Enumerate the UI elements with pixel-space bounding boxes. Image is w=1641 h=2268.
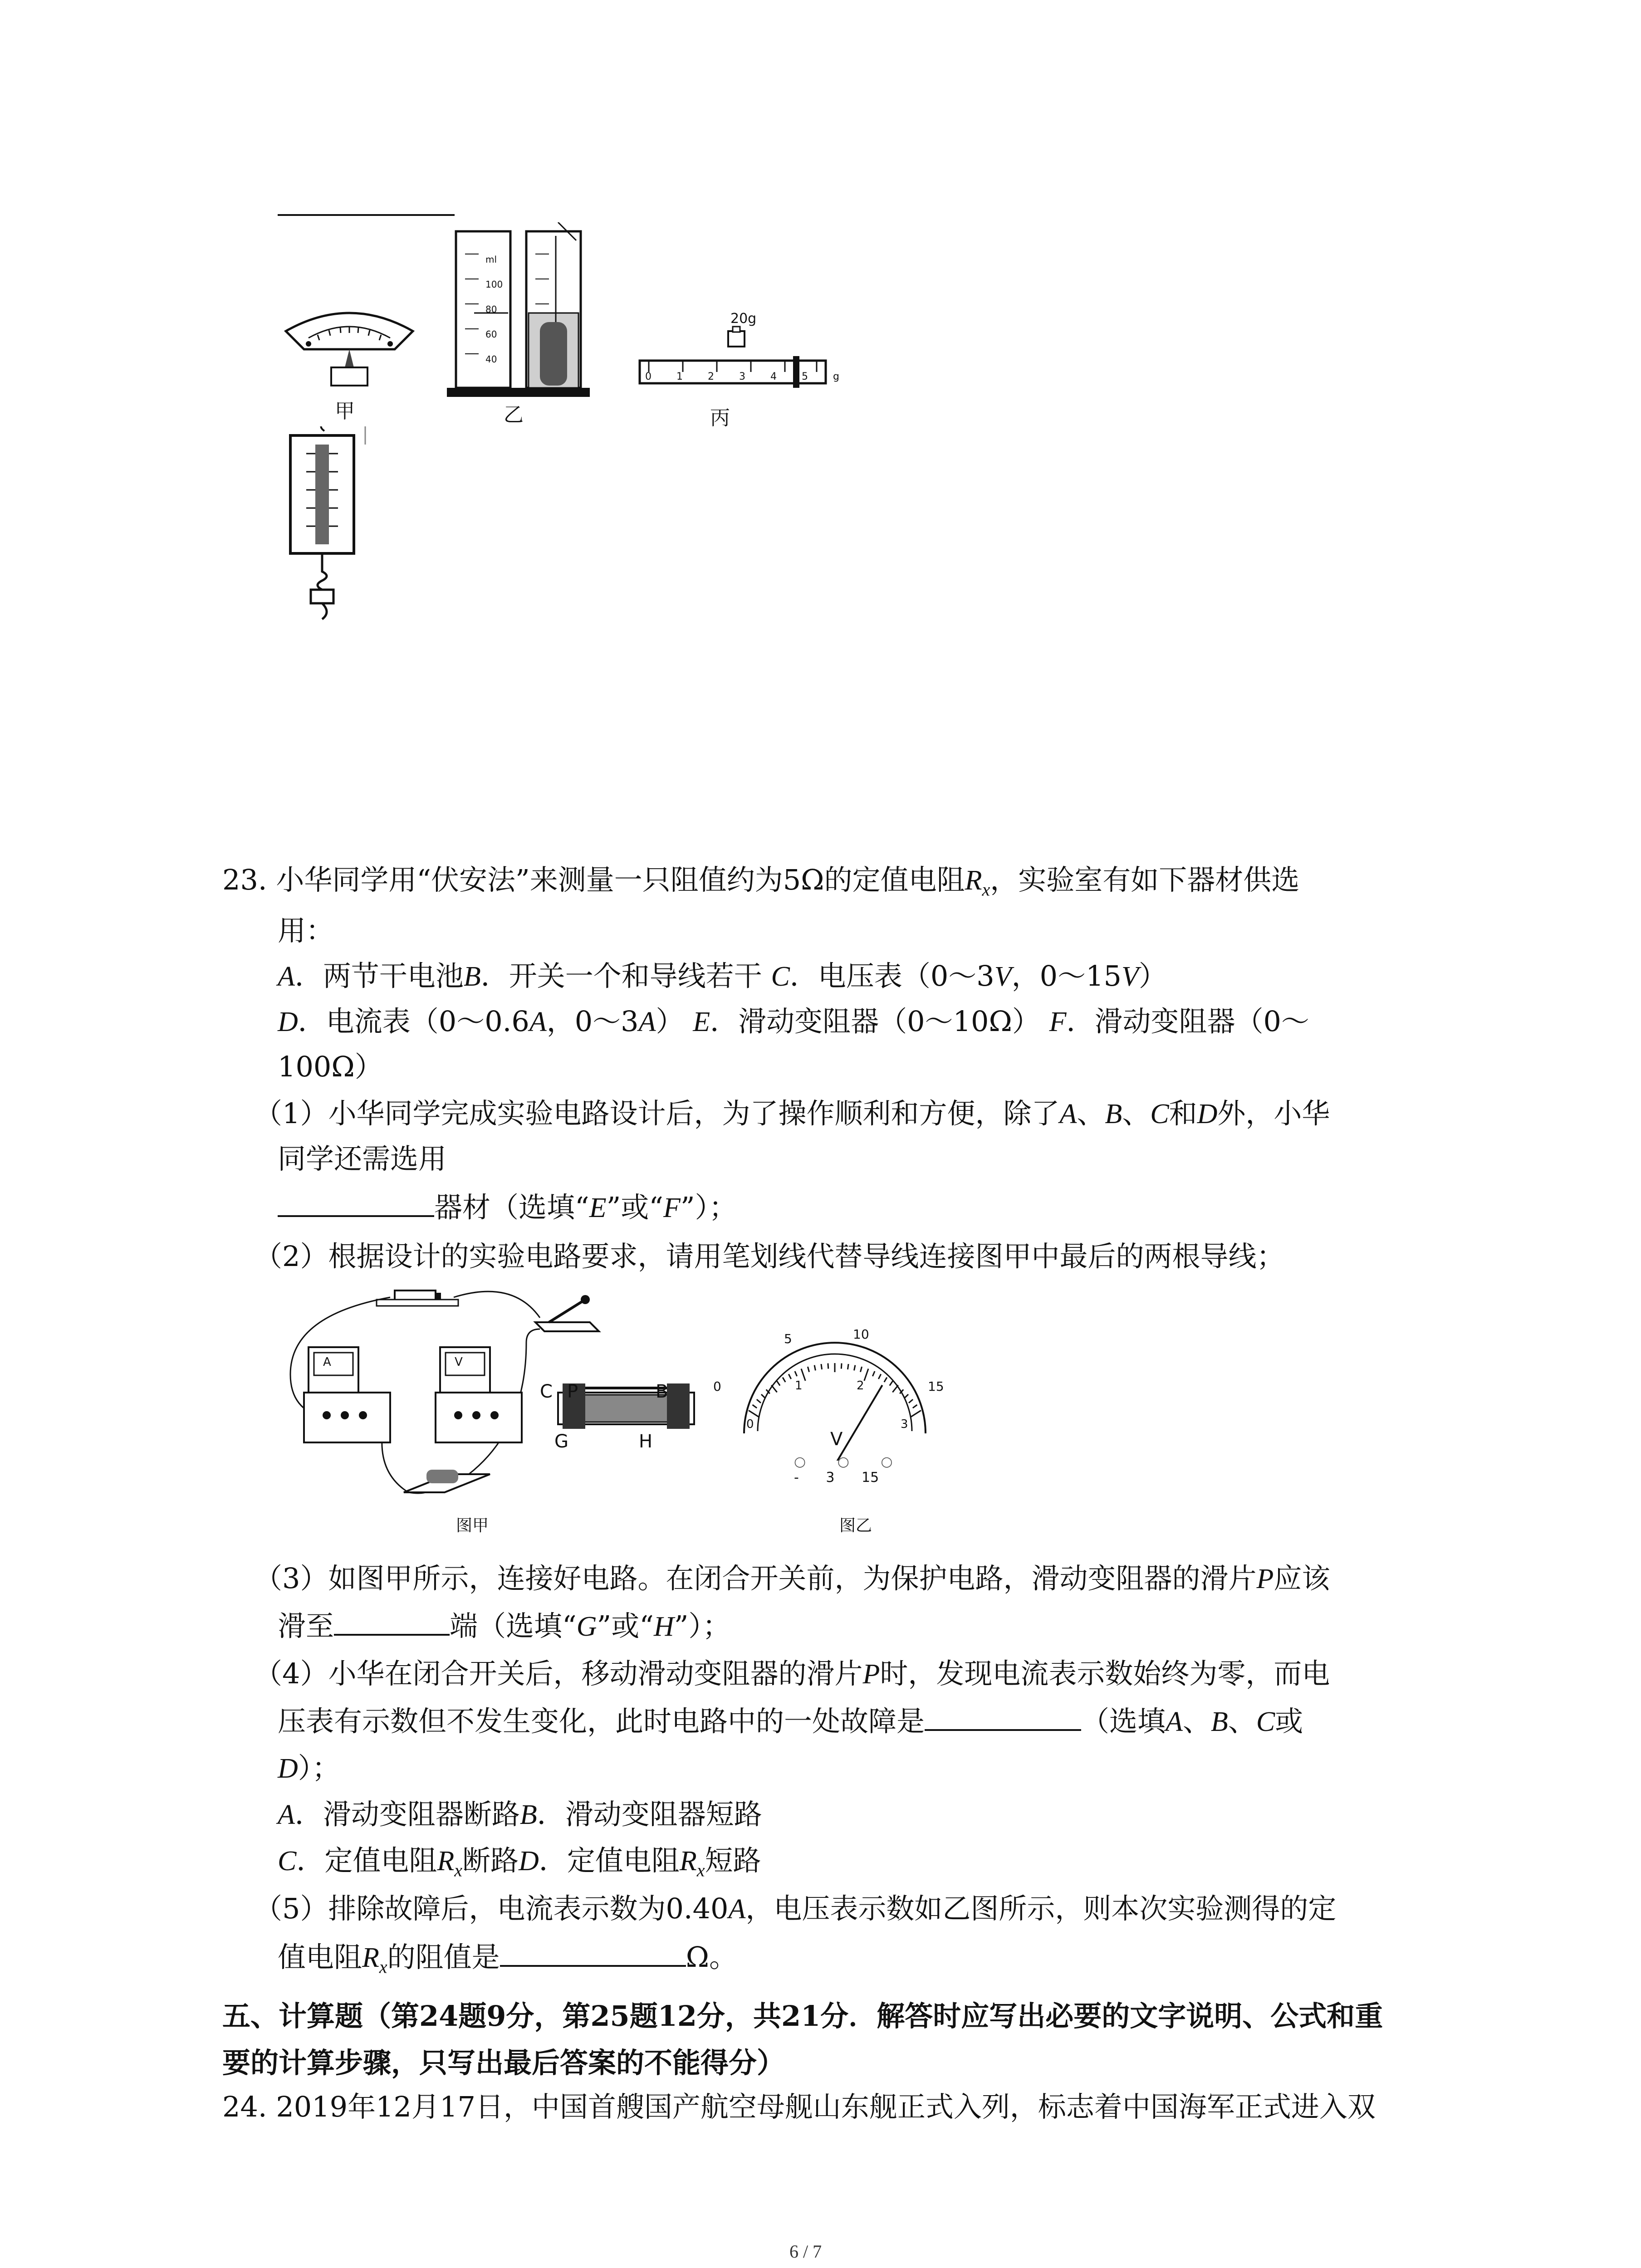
cyl-tick-labels	[485, 247, 503, 372]
opt-d-text: ．电流表（0～0.6	[298, 1005, 529, 1038]
p4-letter: D	[278, 1753, 298, 1784]
q23-number: 23.	[222, 863, 267, 896]
rx-symbol: R	[965, 865, 982, 896]
answer-blank-3[interactable]	[925, 1704, 1081, 1731]
p4-text-a: （4）小华在闭合开关后，移动滑动变阻器的滑片	[254, 1657, 863, 1690]
p4-letter: B	[1210, 1706, 1228, 1737]
q23-part3-line-2	[278, 1608, 730, 1645]
p3-or: ”或“	[597, 1609, 654, 1642]
p3-letter: P	[1256, 1564, 1274, 1594]
section-5-text-2: 要的计算步骤，只写出最后答案的不能得分）	[222, 2046, 785, 2079]
dial-tick	[860, 1367, 862, 1372]
section-5-text-1: 五、计算题（第24题9分，第25题12分，共21分．解答时应写出必要的文字说明、公式和重	[222, 1999, 1383, 2033]
dial-letter: V	[830, 1429, 843, 1450]
opt-f-cont: 100Ω）	[278, 1050, 383, 1083]
q24-line-1	[222, 2089, 1376, 2125]
q23-part1-line-1	[254, 1095, 1330, 1132]
opt-b-text: ．开关一个和导线若干	[480, 959, 762, 992]
p1-letter: C	[1150, 1099, 1169, 1129]
dial-tick	[749, 1410, 759, 1417]
opt-f-text: ．滑动变阻器（0～	[1066, 1005, 1309, 1038]
rx-sub: x	[696, 1860, 705, 1881]
figure-jia-caption: 图甲	[456, 1516, 489, 1535]
figure-yi-cylinders	[447, 222, 597, 404]
dial-outer-5: 5	[784, 1331, 792, 1346]
dial-inner-2: 2	[857, 1379, 864, 1393]
circuit-label-g: G	[554, 1431, 568, 1452]
opt-f-letter: F	[1049, 1007, 1067, 1037]
opt-a-text: ．两节干电池	[294, 959, 464, 992]
scale-tick: 4	[770, 371, 777, 382]
dial-terminals: ○ ○ ○ - 3 15	[794, 1454, 893, 1486]
dial-tick	[854, 1365, 855, 1371]
rx-sub: x	[982, 879, 990, 900]
dial-inner-3: 3	[901, 1418, 908, 1431]
p1-or: ”或“	[606, 1191, 663, 1224]
figure-spring-scale	[281, 426, 372, 626]
figure-jia-dial	[281, 299, 417, 408]
p4-opt-c-letter: C	[278, 1846, 297, 1877]
p4-text-c: 压表有示数但不发生变化，此时电路中的一处故障是	[278, 1705, 925, 1738]
p4-opt-c-text: ．定值电阻	[296, 1844, 437, 1877]
q23-part4-line-3	[278, 1750, 340, 1787]
p3-text-c: 滑至	[278, 1609, 334, 1642]
opt-c-unit: V	[994, 961, 1012, 992]
scale-tick: 0	[645, 371, 652, 382]
dial-inner-1: 1	[795, 1379, 803, 1393]
dial-tick	[913, 1405, 917, 1408]
dial-tick	[783, 1378, 785, 1382]
dial-tick	[892, 1385, 898, 1393]
figure-bing-label: 丙	[710, 406, 730, 430]
p1-text-d: 器材（选填“	[434, 1191, 589, 1224]
rx-symbol: R	[437, 1846, 455, 1877]
p1-letter: E	[589, 1193, 607, 1223]
p1-text-e: ”）；	[680, 1191, 737, 1224]
p4-text-d: （选填	[1081, 1705, 1166, 1738]
dial-tick	[884, 1378, 887, 1382]
opt-d-mid: ，0～3	[546, 1005, 639, 1038]
p5-text-d: 的阻值是	[387, 1941, 500, 1974]
voltmeter-label: V	[455, 1355, 463, 1369]
opt-c-text: ．电压表（0～3	[789, 959, 994, 992]
q23-stem-b: ，实验室有如下器材供选	[990, 863, 1300, 896]
q23-line-1	[222, 862, 1299, 908]
terminal-3: 3	[826, 1470, 835, 1486]
p3-text-b: 应该	[1274, 1562, 1330, 1595]
q23-line-2	[278, 913, 334, 949]
circuit-label-h: H	[639, 1431, 653, 1452]
p1-and: 和	[1169, 1097, 1197, 1130]
dial-tick	[904, 1394, 908, 1398]
p3-text-a: （3）如图甲所示，连接好电路。在闭合开关前，为保护电路，滑动变阻器的滑片	[254, 1562, 1257, 1595]
scale-tick: 1	[676, 371, 683, 382]
answer-blank-4[interactable]	[500, 1940, 686, 1967]
opt-d-unit: A	[529, 1007, 547, 1037]
page-number: 6 / 7	[789, 2241, 822, 2262]
p1-letter: A	[1059, 1099, 1077, 1129]
scale-tick: 5	[802, 371, 808, 382]
p2-text: （2）根据设计的实验电路要求，请用笔划线代替导线连接图甲中最后的两根导线；	[254, 1240, 1285, 1273]
q23-options-line-3	[278, 1049, 383, 1085]
p4-sep: 、	[1182, 1705, 1211, 1738]
q23-part1-line-2	[278, 1141, 446, 1177]
opt-e-letter: E	[693, 1007, 710, 1037]
p3-letter: G	[576, 1611, 597, 1642]
cyl-tick: 80	[485, 304, 497, 315]
dial-tick	[878, 1374, 881, 1379]
q24-number: 24.	[222, 2090, 267, 2123]
terminal-neg: -	[794, 1470, 799, 1486]
q23-part2-line	[254, 1238, 1284, 1275]
q23-stem-c: 用：	[278, 914, 334, 947]
p4-opt-d-text: ．定值电阻	[539, 1844, 680, 1877]
p1-letter: F	[663, 1193, 681, 1223]
q23-options-line-1	[278, 958, 1167, 995]
p1-text-b: 外，小华	[1217, 1097, 1330, 1130]
bing-weight-label: 20g	[730, 311, 757, 327]
scale-tick: 3	[739, 371, 745, 382]
rx-sub: x	[454, 1860, 463, 1881]
opt-c-unit: V	[1121, 961, 1139, 992]
terminal-15: 15	[862, 1470, 879, 1486]
p4-letter: A	[1166, 1706, 1183, 1737]
opt-c-mid: ，0～15	[1011, 959, 1122, 992]
answer-blank-1[interactable]	[278, 1190, 434, 1217]
section-5-heading-2	[222, 2045, 785, 2081]
q23-part4-line-2	[278, 1703, 1303, 1740]
dial-tick	[771, 1385, 777, 1393]
q23-part4-options-1	[278, 1796, 762, 1833]
opt-d-letter: D	[278, 1007, 298, 1037]
p1-letter: D	[1197, 1099, 1218, 1129]
dial-tick	[847, 1364, 848, 1369]
dial-outer-0: 0	[713, 1379, 721, 1394]
dial-outer-15: 15	[928, 1379, 944, 1394]
bing-scale-ticks	[645, 371, 839, 382]
p4-or: 或	[1275, 1705, 1303, 1738]
dial-tick	[753, 1405, 757, 1408]
q23-stem-a: 小华同学用“伏安法”来测量一只阻值约为5Ω的定值电阻	[276, 863, 965, 896]
q23-part5-line-2	[278, 1939, 737, 1985]
dial-tick	[872, 1371, 875, 1376]
figure-yi-label: 乙	[504, 403, 524, 426]
figure-jia-label: 甲	[335, 400, 355, 423]
p5-text-a: （5）排除故障后，电流表示数为0.40	[254, 1892, 729, 1925]
p5-text-c: 值电阻	[278, 1941, 362, 1974]
rx-sub: x	[379, 1956, 387, 1977]
p4-opt-b-text: ．滑动变阻器短路	[537, 1798, 762, 1831]
q23-part1-line-3	[278, 1189, 737, 1226]
p5-unit: A	[728, 1894, 746, 1925]
scale-tick: 2	[708, 371, 714, 382]
opt-e-text: ．滑动变阻器（0～10Ω）	[710, 1005, 1040, 1038]
p4-opt-b-letter: B	[519, 1799, 537, 1830]
p5-text-e: Ω。	[686, 1941, 738, 1974]
cyl-unit: ml	[485, 254, 497, 265]
p4-opt-d-letter: D	[519, 1846, 539, 1877]
dial-tick	[777, 1381, 780, 1386]
p4-text-e: ）；	[298, 1751, 340, 1784]
dial-tick	[795, 1371, 797, 1376]
q23-part4-line-1	[254, 1656, 1330, 1692]
p4-opt-c-end: 断路	[462, 1844, 519, 1877]
cyl-tick: 40	[485, 354, 497, 365]
section-5-heading-1	[222, 1998, 1383, 2034]
p3-text-d: 端（选填“	[450, 1609, 577, 1642]
q23-part5-line-1	[254, 1891, 1336, 1927]
answer-blank-2[interactable]	[334, 1608, 450, 1636]
dial-tick	[814, 1365, 815, 1371]
opt-b-letter: B	[463, 961, 481, 992]
p1-letter: B	[1105, 1099, 1122, 1129]
opt-d-end: ）	[656, 1005, 684, 1038]
p4-opt-a-letter: A	[278, 1799, 295, 1830]
q24-text: 2019年12月17日，中国首艘国产航空母舰山东舰正式入列，标志着中国海军正式进入双	[276, 2090, 1376, 2123]
rx-symbol: R	[679, 1846, 697, 1877]
p4-letter: P	[862, 1659, 880, 1690]
scale-unit: g	[833, 371, 839, 382]
dial-tick	[841, 1364, 842, 1369]
cyl-tick: 100	[485, 279, 503, 290]
circuit-label-p: P	[567, 1381, 578, 1402]
opt-a-letter: A	[278, 961, 295, 992]
p5-text-b: ，电压表示数如乙图所示，则本次实验测得的定	[745, 1892, 1337, 1925]
circuit-label-b: B	[656, 1381, 668, 1402]
p3-letter: H	[653, 1611, 674, 1642]
dial-tick	[890, 1381, 893, 1386]
p4-opt-a-text: ．滑动变阻器断路	[294, 1798, 520, 1831]
dial-tick	[757, 1399, 761, 1403]
p1-text-a: （1）小华同学完成实验电路设计后，为了操作顺利和方便，除了	[254, 1097, 1060, 1130]
cyl-tick: 60	[485, 329, 497, 340]
dial-outer-10: 10	[853, 1327, 869, 1342]
dial-tick	[789, 1374, 791, 1379]
q23-options-line-2	[278, 1003, 1309, 1040]
p1-sep: 、	[1077, 1097, 1105, 1130]
q23-part3-line-1	[254, 1560, 1330, 1597]
q23-part4-options-2	[278, 1843, 761, 1888]
ammeter-label: A	[323, 1355, 331, 1369]
figure-circuit-jia	[272, 1279, 703, 1524]
p4-opt-d-end: 短路	[705, 1844, 761, 1877]
dial-tick	[761, 1394, 765, 1398]
p4-text-b: 时，发现电流表示数始终为零，而电	[880, 1657, 1330, 1690]
opt-c-end: ）	[1138, 959, 1167, 992]
dial-inner-0: 0	[746, 1418, 754, 1431]
opt-d-unit: A	[638, 1007, 656, 1037]
dial-tick	[821, 1364, 822, 1369]
opt-c-letter: C	[771, 961, 790, 992]
dial-tick	[909, 1399, 913, 1403]
p4-sep: 、	[1228, 1705, 1256, 1738]
dial-tick	[910, 1410, 921, 1417]
rx-symbol: R	[362, 1942, 379, 1973]
top-answer-line	[278, 214, 455, 216]
figure-yi-caption: 图乙	[839, 1516, 872, 1535]
p4-letter: C	[1256, 1706, 1275, 1737]
dial-tick	[808, 1367, 809, 1372]
p3-text-e: ”）；	[674, 1609, 731, 1642]
p1-sep: 、	[1122, 1097, 1151, 1130]
circuit-label-c: C	[540, 1381, 553, 1402]
dial-tick	[864, 1369, 868, 1381]
p1-text-c: 同学还需选用	[278, 1142, 447, 1175]
